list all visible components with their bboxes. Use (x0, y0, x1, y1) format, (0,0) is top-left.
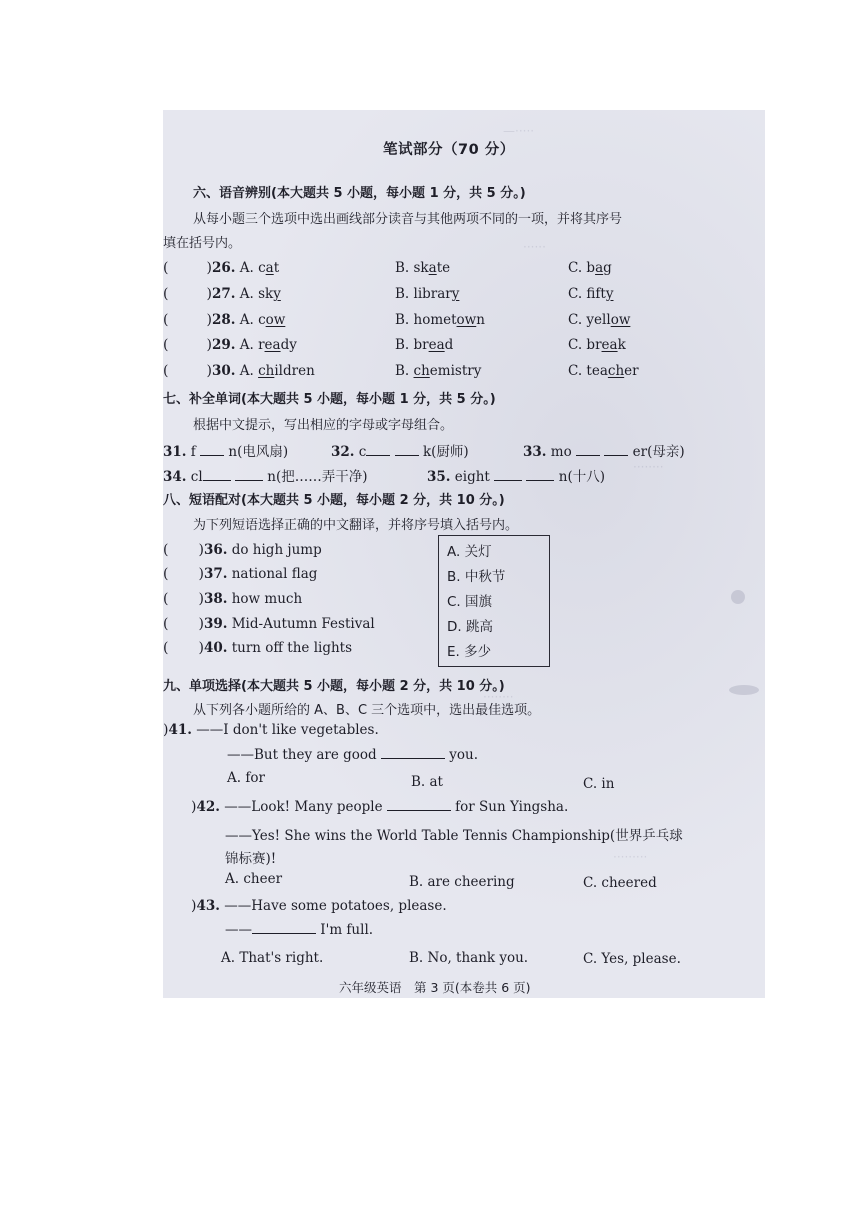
question-27: ( )27. A. sky (163, 286, 281, 302)
question-30-option-b: B. chemistry (395, 363, 482, 379)
page-footer: 六年级英语 第 3 页(本卷共 6 页) (339, 980, 531, 995)
question-42-option-a: A. cheer (225, 871, 283, 887)
phrase-40: ( )40. turn off the lights (163, 640, 353, 656)
question-28: ( )28. A. cow (163, 312, 286, 328)
question-41-option-b: B. at (411, 774, 443, 790)
question-33: 33. mo er(母亲) (523, 444, 685, 460)
question-27-option-b: B. library (395, 286, 460, 302)
option-c: C. 国旗 (447, 594, 493, 610)
option-d: D. 跳高 (447, 619, 493, 635)
question-31: 31. f n(电风扇) (163, 444, 289, 460)
question-42: )42. ——Look! Many people for Sun Yingsha. (191, 799, 569, 815)
section-6-instruction-cont: 填在括号内。 (163, 236, 242, 251)
section-9-heading: 九、单项选择(本大题共 5 小题，每小题 2 分，共 10 分。) (163, 679, 505, 694)
question-42-line3: 锦标赛)! (225, 851, 277, 867)
question-32: 32. c k(厨师) (331, 444, 469, 460)
section-6-heading: 六、语音辨别(本大题共 5 小题，每小题 1 分，共 5 分。) (193, 186, 526, 201)
question-42-line2: ——Yes! She wins the World Table Tennis Championship(世界乒乓球 (225, 828, 683, 844)
question-30: ( )30. A. children (163, 363, 315, 379)
phrase-39: ( )39. Mid-Autumn Festival (163, 616, 375, 632)
question-27-option-c: C. fifty (568, 286, 614, 302)
question-30-option-c: C. teacher (568, 363, 639, 379)
question-41-option-a: A. for (227, 770, 265, 786)
section-8-heading: 八、短语配对(本大题共 5 小题，每小题 2 分，共 10 分。) (163, 493, 505, 508)
question-26-option-b: B. skate (395, 260, 451, 276)
bleed-through-text: ········ (483, 690, 514, 704)
phrase-38: ( )38. how much (163, 591, 303, 607)
bleed-through-text: ········· (613, 850, 648, 864)
question-43-line2: —— I'm full. (225, 922, 374, 938)
question-26: ( )26. A. cat (163, 260, 280, 276)
page-title: 笔试部分（70 分） (383, 142, 515, 158)
question-29: ( )29. A. ready (163, 337, 297, 353)
scan-smudge (729, 685, 759, 695)
question-34: 34. cl n(把……弄干净) (163, 469, 368, 485)
bleed-through-text: ······ (523, 240, 546, 254)
question-28-option-b: B. hometown (395, 312, 485, 328)
question-41: )41. ——I don't like vegetables. (163, 722, 379, 738)
phrase-37: ( )37. national flag (163, 566, 318, 582)
option-b: B. 中秋节 (447, 569, 506, 585)
option-e: E. 多少 (447, 644, 492, 660)
question-29-option-c: C. break (568, 337, 626, 353)
question-42-option-c: C. cheered (583, 875, 657, 891)
question-29-option-b: B. bread (395, 337, 454, 353)
question-43-option-a: A. That's right. (221, 950, 324, 966)
scanned-exam-page (163, 110, 765, 998)
question-41-line2: ——But they are good you. (227, 747, 479, 763)
phrase-36: ( )36. do high jump (163, 542, 322, 558)
question-28-option-c: C. yellow (568, 312, 631, 328)
section-7-instruction: 根据中文提示，写出相应的字母或字母组合。 (193, 418, 454, 433)
bleed-through-text: ········ (633, 460, 664, 474)
section-7-heading: 七、补全单词(本大题共 5 小题，每小题 1 分，共 5 分。) (163, 392, 496, 407)
question-43-option-b: B. No, thank you. (409, 950, 529, 966)
bleed-through-text: —····· (503, 124, 535, 138)
section-6-instruction: 从每小题三个选项中选出画线部分读音与其他两项不同的一项，并将其序号 (193, 212, 623, 227)
section-9-instruction: 从下列各小题所给的 A、B、C 三个选项中，选出最佳选项。 (193, 703, 541, 718)
question-43-option-c: C. Yes, please. (583, 951, 681, 967)
section-8-instruction: 为下列短语选择正确的中文翻译，并将序号填入括号内。 (193, 518, 519, 533)
scan-smudge (731, 590, 745, 604)
question-26-option-c: C. bag (568, 260, 612, 276)
question-35: 35. eight n(十八) (427, 469, 605, 485)
question-42-option-b: B. are cheering (409, 874, 515, 890)
translation-options-box (438, 535, 550, 667)
question-43: )43. ——Have some potatoes, please. (191, 898, 447, 914)
question-41-option-c: C. in (583, 776, 615, 792)
option-a: A. 关灯 (447, 544, 492, 560)
